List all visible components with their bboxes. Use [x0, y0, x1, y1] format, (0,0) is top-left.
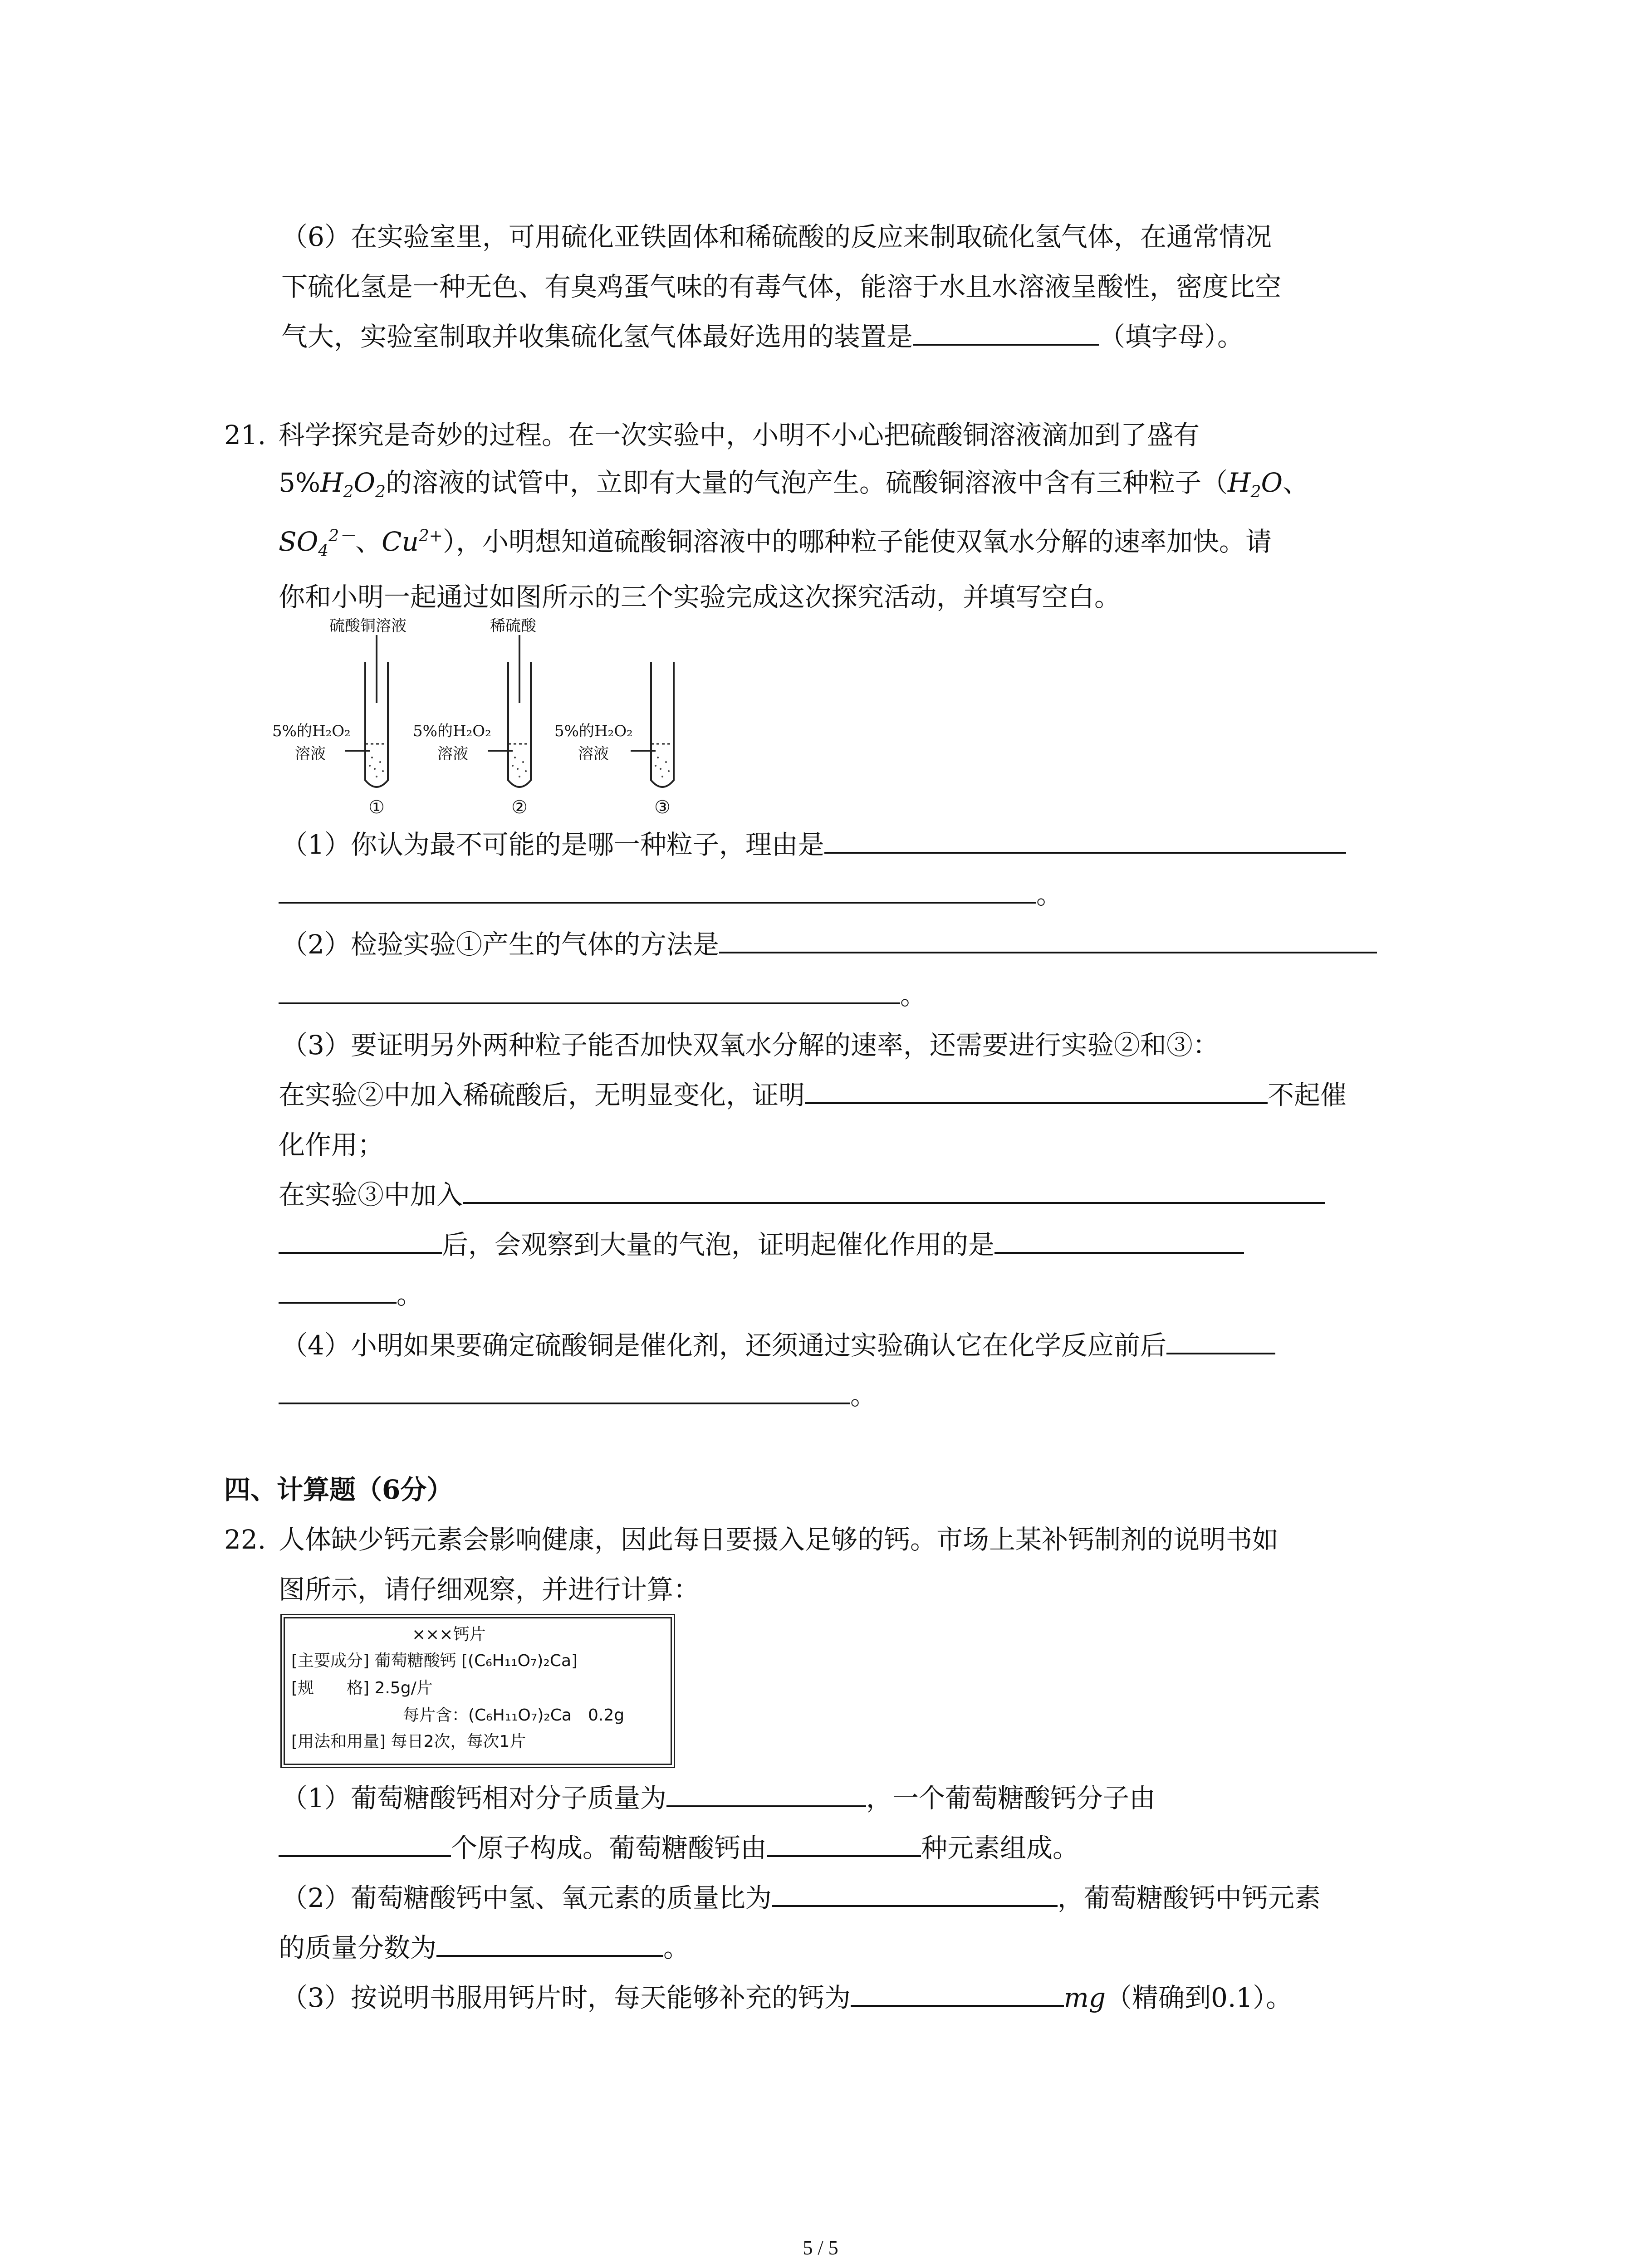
- tube1-top-label: 硫酸铜溶液: [329, 617, 407, 635]
- q21-line3: $SO_4^{2-}$、$Cu^{2+}$），小明想知道硫酸铜溶液中的哪种粒子能使双氧水分解的速率加快。请: [279, 526, 1272, 561]
- q21-p3-blank-d[interactable]: [994, 1220, 1244, 1254]
- page-number: 5 / 5: [803, 2237, 838, 2259]
- q20-6-line2: 下硫化氢是一种无色、有臭鸡蛋气味的有毒气体，能溶于水且水溶液呈酸性，密度比空: [281, 271, 1282, 302]
- tube1-side-label-1: 5%的H₂O₂: [272, 722, 351, 740]
- q21-h2o2-formula: $H_2O_2$: [320, 467, 386, 502]
- tube3-side-label-2: 溶液: [578, 745, 609, 763]
- q22-p1-blank-c[interactable]: [767, 1823, 921, 1857]
- tube-3-icon: [631, 662, 674, 787]
- q21-p2-line2: 。: [279, 971, 926, 1020]
- tube2-side-label-1: 5%的H₂O₂: [413, 722, 491, 740]
- q21-number: 21.: [224, 420, 266, 450]
- q21-test-tube-figure: [272, 617, 726, 821]
- q21-percent: 5%: [279, 467, 321, 498]
- q21-line1: 科学探究是奇妙的过程。在一次实验中，小明不小心把硫酸铜溶液滴加到了盛有: [279, 420, 1200, 450]
- q21-p1-blank-b[interactable]: [279, 870, 1036, 904]
- q22-p1-blank-b[interactable]: [279, 1823, 451, 1857]
- q20-6-line3-text: 气大，实验室制取并收集硫化氢气体最好选用的装置是: [281, 321, 913, 352]
- label-dosage: [用法和用量] 每日2次，每次1片: [291, 1732, 526, 1751]
- q20-6-line3: [281, 312, 1244, 361]
- tube-1-icon: [345, 635, 388, 787]
- q22-number: 22.: [224, 1524, 266, 1555]
- q21-p3-blank-b[interactable]: [463, 1170, 1325, 1204]
- label-title: ×××钙片: [412, 1625, 486, 1644]
- q21-p3-line5: 后，会观察到大量的气泡，证明起催化作用的是: [279, 1220, 1244, 1269]
- q21-p1-line2: 。: [279, 870, 1063, 919]
- q21-p2-line1: （2）检验实验①产生的气体的方法是: [281, 920, 1377, 969]
- q22-line2: 图所示，请仔细观察，并进行计算：: [279, 1574, 700, 1605]
- tube-number-2: ②: [511, 797, 528, 818]
- tube-2-icon: [488, 635, 531, 787]
- label-per-tablet: 每片含：(C₆H₁₁O₇)₂Ca 0.2g: [403, 1706, 625, 1725]
- q20-6-line1: （6）在实验室里，可用硫化亚铁固体和稀硫酸的反应来制取硫化氢气体，在通常情况: [281, 221, 1272, 252]
- test-tubes-drawing: [272, 635, 726, 816]
- q22-p3-blank-a[interactable]: [851, 1973, 1064, 2007]
- q21-p1-line1: （1）你认为最不可能的是哪一种粒子，理由是: [281, 820, 1346, 869]
- tube3-side-label-1: 5%的H₂O₂: [554, 722, 633, 740]
- q21-p2-blank-b[interactable]: [279, 971, 900, 1004]
- q21-copper-ion: $Cu^{2+}$: [382, 526, 443, 557]
- q22-p3-line1: （3）按说明书服用钙片时，每天能够补充的钙为 mg（精确到0.1）。: [281, 1973, 1292, 2022]
- q21-sulfate-formula: $SO_4^{2-}$: [279, 526, 356, 561]
- q21-p2-blank-a[interactable]: [719, 920, 1377, 953]
- q21-p3-blank-c[interactable]: [279, 1220, 442, 1254]
- q21-p3-blank-e[interactable]: [279, 1270, 397, 1304]
- q21-p3-line4: 在实验③中加入: [279, 1170, 1325, 1219]
- q21-line3-text: ），小明想知道硫酸铜溶液中的哪种粒子能使双氧水分解的速率加快。请: [442, 526, 1272, 557]
- q21-line2-text: 的溶液的试管中，立即有大量的气泡产生。硫酸铜溶液中含有三种粒子（: [385, 467, 1228, 498]
- q21-p4-blank-a[interactable]: [1166, 1321, 1275, 1354]
- tube1-side-label-2: 溶液: [295, 745, 326, 763]
- q21-p3-line1: （3）要证明另外两种粒子能否加快双氧水分解的速率，还需要进行实验②和③：: [281, 1030, 1219, 1061]
- tube-number-3: ③: [654, 797, 671, 818]
- q21-p3-line3: 化作用；: [279, 1129, 384, 1160]
- q21-water-formula: $H_2O$: [1228, 467, 1283, 502]
- q22-p2-blank-b[interactable]: [436, 1923, 663, 1957]
- q21-line4: 你和小明一起通过如图所示的三个实验完成这次探究活动，并填写空白。: [279, 582, 1121, 612]
- q22-p1-blank-a[interactable]: [666, 1774, 866, 1807]
- q22-line1: 人体缺少钙元素会影响健康，因此每日要摄入足够的钙。市场上某补钙制剂的说明书如: [279, 1524, 1279, 1555]
- q20-6-line3-hint: （填字母）。: [1099, 321, 1244, 352]
- section-4-title: 四、计算题（6分）: [224, 1474, 453, 1505]
- q20-6-answer-blank[interactable]: [913, 312, 1099, 346]
- tube2-side-label-2: 溶液: [437, 745, 468, 763]
- q22-unit-mg: mg: [1063, 1982, 1106, 2013]
- q21-p4-line2: 。: [279, 1371, 877, 1420]
- q21-p4-line1: （4）小明如果要确定硫酸铜是催化剂，还须通过实验确认它在化学反应前后: [281, 1321, 1275, 1370]
- q21-p4-blank-b[interactable]: [279, 1371, 850, 1404]
- tube-number-1: ①: [368, 797, 385, 818]
- q22-p1-line2: 个原子构成。葡萄糖酸钙由 种元素组成。: [279, 1823, 1079, 1872]
- label-main-ingredient: [主要成分] 葡萄糖酸钙 [(C₆H₁₁O₇)₂Ca]: [291, 1652, 578, 1670]
- q21-p3-line6: 。: [279, 1270, 423, 1319]
- label-specification: [规 格] 2.5g/片: [291, 1679, 433, 1697]
- calcium-tablet-label: [280, 1614, 675, 1768]
- q21-p3-line2: 在实验②中加入稀硫酸后，无明显变化，证明 不起催: [279, 1070, 1347, 1119]
- q22-p1-line1: （1）葡萄糖酸钙相对分子质量为 ，一个葡萄糖酸钙分子由: [281, 1774, 1156, 1823]
- q22-p2-line1: （2）葡萄糖酸钙中氢、氧元素的质量比为 ，葡萄糖酸钙中钙元素: [281, 1873, 1321, 1922]
- q21-p1-blank-a[interactable]: [824, 820, 1346, 854]
- q22-p2-blank-a[interactable]: [772, 1873, 1058, 1907]
- tube2-top-label: 稀硫酸: [490, 617, 536, 635]
- q22-p2-line2: 的质量分数为 。: [279, 1923, 690, 1972]
- q21-line2: $5\%H_2O_2$的溶液的试管中，立即有大量的气泡产生。硫酸铜溶液中含有三种粒子（$H_2O$、: [279, 467, 1309, 502]
- q21-p3-blank-a[interactable]: [805, 1070, 1268, 1104]
